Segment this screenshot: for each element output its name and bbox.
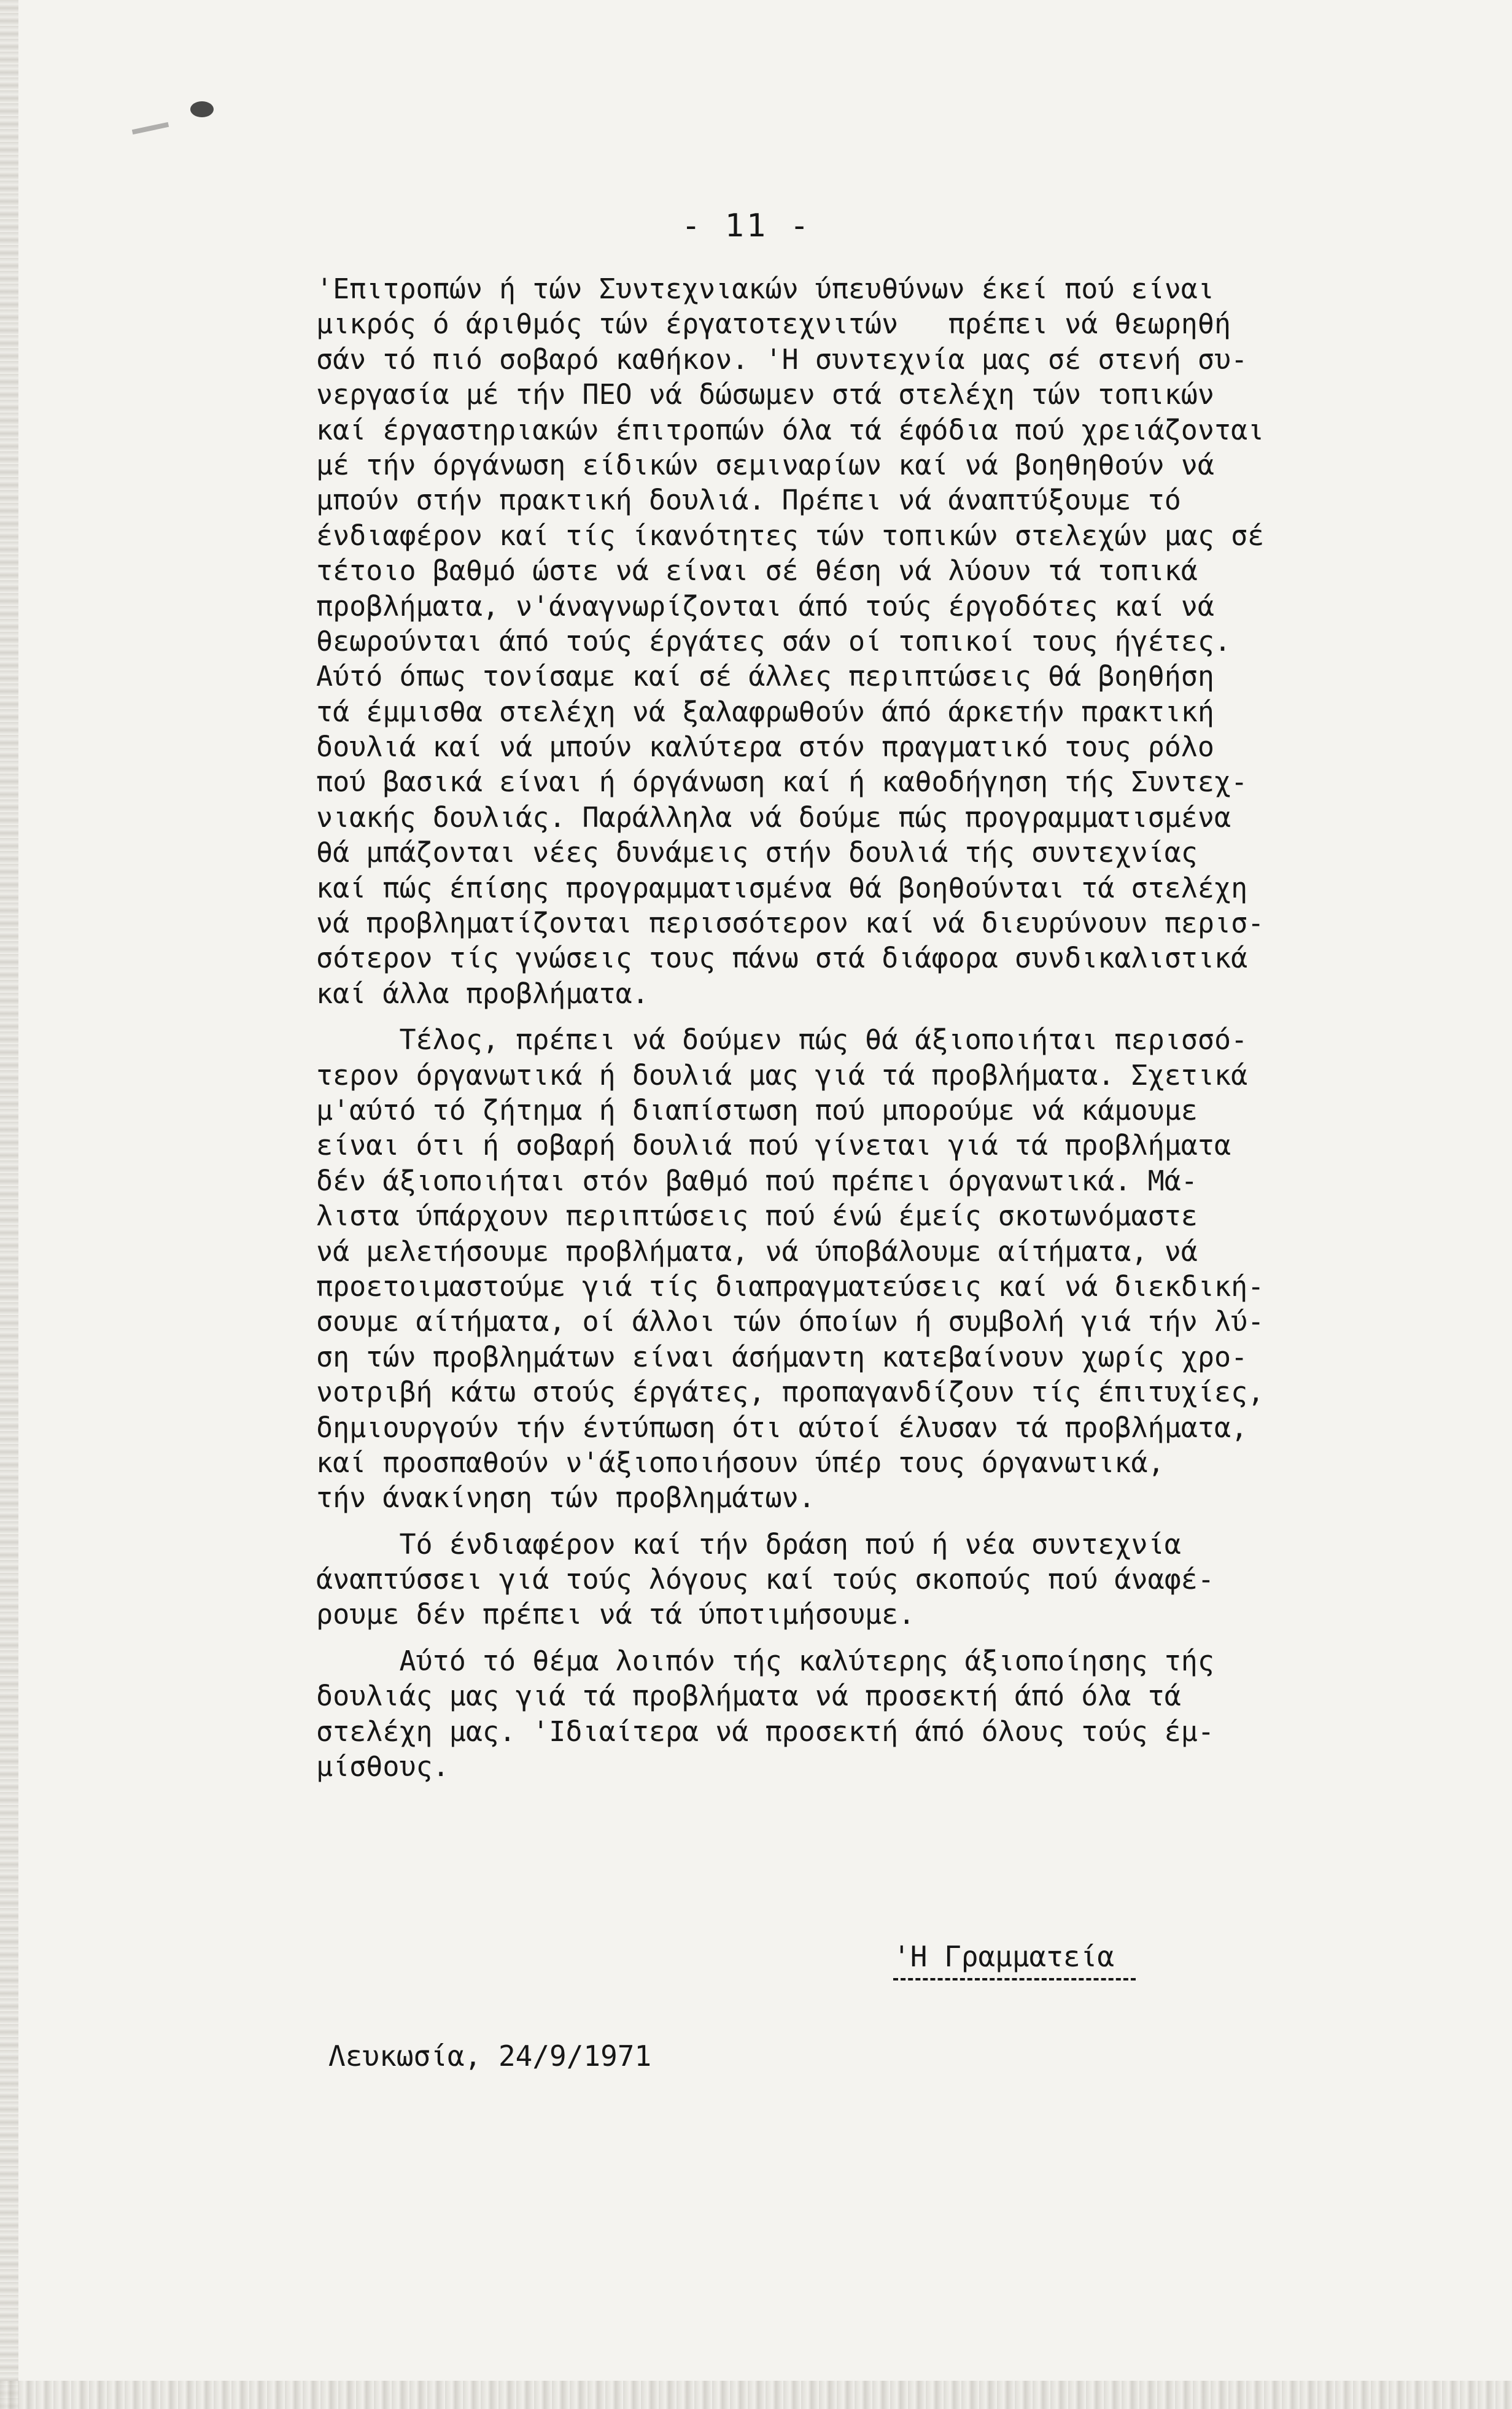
text-line: δουλιάς μας γιά τά προβλήματα νά προσεκτή άπό όλα τά [316,1680,1181,1713]
text-line: ρουμε δέν πρέπει νά τά ύποτιμήσουμε. [316,1598,915,1631]
text-line: μ'αύτό τό ζήτημα ή διαπίστωση πού μπορούμε νά κάμουμε [316,1093,1198,1127]
text-line: τήν άνακίνηση τών προβλημάτων. [316,1481,815,1515]
text-line: δέν άξιοποιήται στόν βαθμό πού πρέπει όργανωτικά. Μά- [316,1164,1198,1197]
text-line: προβλήματα, ν'άναγνωρίζονται άπό τούς έργοδότες καί νά [316,589,1214,623]
text-line: ση τών προβλημάτων είναι άσήμαντη κατεβαίνουν χωρίς χρο- [316,1340,1248,1373]
text-line: νιακής δουλιάς. Παράλληλα νά δούμε πώς προγραμματισμένα [316,801,1231,834]
text-line: στελέχη μας. 'Ιδιαίτερα νά προσεκτή άπό όλους τούς έμ- [316,1715,1214,1748]
text-line: ένδιαφέρον καί τίς ίκανότητες τών τοπικών στελεχών μας σέ [316,519,1265,552]
text-line: πού βασικά είναι ή όργάνωση καί ή καθοδήγηση τής Συντεχ- [316,766,1248,799]
text-line: δουλιά καί νά μπούν καλύτερα στόν πραγματικό τους ρόλο [316,731,1214,764]
text-line: προετοιμαστούμε γιά τίς διαπραγματεύσεις καί νά διεκδική- [316,1270,1265,1303]
text-line: Αύτό όπως τονίσαμε καί σέ άλλες περιπτώσεις θά βοηθήση [316,660,1214,693]
text-line: θεωρούνται άπό τούς έργάτες σάν οί τοπικοί τους ήγέτες. [316,624,1231,658]
signature: 'Η Γραμματεία [893,1940,1115,1973]
ink-mark [132,122,169,134]
text-line: καί πώς έπίσης προγραμματισμένα θά βοηθούνται τά στελέχη [316,871,1248,904]
text-line: καί έργαστηριακών έπιτροπών όλα τά έφόδια πού χρειάζονται [316,413,1265,446]
text-line: καί άλλα προβλήματα. [316,977,649,1010]
text-line: άναπτύσσει γιά τούς λόγους καί τούς σκοπούς πού άναφέ- [316,1563,1214,1596]
text-line: δημιουργούν τήν έντύπωση ότι αύτοί έλυσαν τά προβλήματα, [316,1411,1248,1444]
text-line: Τέλος, πρέπει νά δούμεν πώς θά άξιοποιήται περισσό- [316,1023,1248,1057]
text-line: μικρός ό άριθμός τών έργατοτεχνιτών πρέπει νά θεωρηθή [316,308,1231,341]
page-number: - 11 - [681,208,812,244]
text-line: μίσθους. [316,1750,449,1783]
text-line: σότερον τίς γνώσεις τους πάνω στά διάφορα συνδικαλιστικά [316,942,1248,975]
text-line: νά μελετήσουμε προβλήματα, νά ύποβάλουμε αίτήματα, νά [316,1235,1198,1268]
text-line: νεργασία μέ τήν ΠΕΟ νά δώσωμεν στά στελέχη τών τοπικών [316,378,1214,411]
text-line: μπούν στήν πρακτική δουλιά. Πρέπει νά άναπτύξουμε τό [316,484,1181,517]
text-line: μέ τήν όργάνωση είδικών σεμιναρίων καί νά βοηθηθούν νά [316,448,1214,481]
text-line: νοτριβή κάτω στούς έργάτες, προπαγανδίζουν τίς έπιτυχίες, [316,1376,1265,1409]
text-line: λιστα ύπάρχουν περιπτώσεις πού ένώ έμείς σκοτωνόμαστε [316,1200,1198,1233]
text-line: τερον όργανωτικά ή δουλιά μας γιά τά προβλήματα. Σχετικά [316,1058,1248,1092]
text-line: τά έμμισθα στελέχη νά ξαλαφρωθούν άπό άρκετήν πρακτική [316,695,1214,728]
text-line: καί προσπαθούν ν'άξιοποιήσουν ύπέρ τους όργανωτικά, [316,1446,1165,1479]
text-line: νά προβληματίζονται περισσότερον καί νά διευρύνουν περισ- [316,907,1265,940]
scan-edge-left [0,0,18,2409]
text-line: Αύτό τό θέμα λοιπόν τής καλύτερης άξιοποίησης τής [316,1644,1214,1677]
ink-smudge [190,101,214,117]
text-line: Τό ένδιαφέρον καί τήν δράση πού ή νέα συντεχνία [316,1527,1181,1561]
text-line: θά μπάζονται νέες δυνάμεις στήν δουλιά τής συντεχνίας [316,836,1198,869]
text-line: είναι ότι ή σοβαρή δουλιά πού γίνεται γιά τά προβλήματα [316,1129,1231,1162]
text-line: σάν τό πιό σοβαρό καθήκον. 'Η συντεχνία μας σέ στενή συ- [316,343,1248,376]
signature-underline [893,1978,1136,1980]
body-text [316,271,1409,1784]
scan-edge-bottom [0,2381,1512,2409]
text-line: τέτοιο βαθμό ώστε νά είναι σέ θέση νά λύουν τά τοπικά [316,554,1198,588]
text-line: 'Επιτροπών ή τών Συντεχνιακών ύπευθύνων έκεί πού είναι [316,273,1214,305]
place-date: Λευκωσία, 24/9/1971 [328,2039,652,2073]
text-line: σουμε αίτήματα, οί άλλοι τών όποίων ή συμβολή γιά τήν λύ- [316,1305,1265,1338]
